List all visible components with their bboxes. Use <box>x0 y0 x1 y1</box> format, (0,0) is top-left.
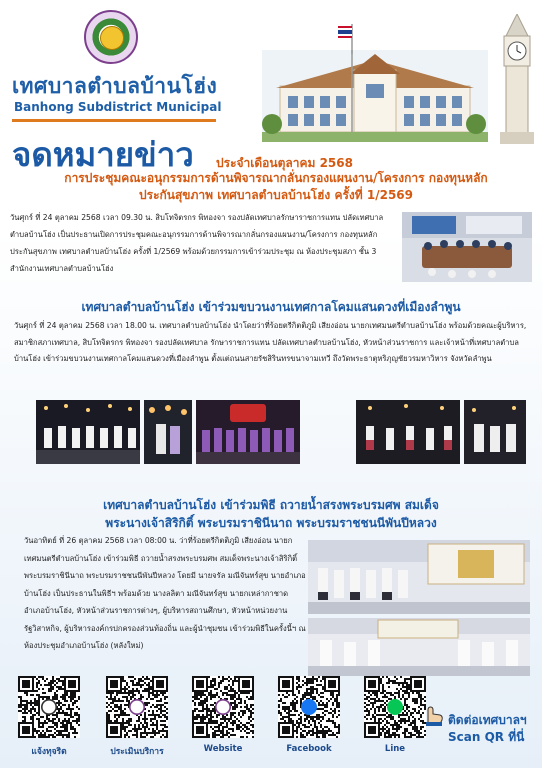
lock-icon <box>42 700 56 714</box>
logo-icon <box>216 700 230 714</box>
logo-seal <box>100 26 124 50</box>
news1-title <box>26 170 526 204</box>
org-name-english: Banhong Subdistrict Municipal <box>14 100 222 114</box>
municipal-building-illustration <box>262 50 488 142</box>
org-name-thai: เทศบาลตำบลบ้านโฮ่ง <box>12 74 218 98</box>
qr-label-1: แจ้งทุจริต <box>31 747 67 757</box>
news3-title <box>14 496 528 532</box>
logo-icon <box>130 700 144 714</box>
news2-photo-3 <box>196 400 300 464</box>
news1-title-line2: ประกันสุขภาพ เทศบาลตำบลบ้านโฮ่ง ครั้งที่ 1/2569 <box>139 188 413 202</box>
contact-line1: ติดต่อเทศบาลฯ <box>448 713 527 727</box>
qr-code-5[interactable] <box>364 676 426 738</box>
newsletter-title: จดหมายข่าว <box>12 135 194 174</box>
header-divider <box>12 119 216 122</box>
news2-photo-4 <box>356 400 460 464</box>
news3-ceremony-photo-2 <box>308 618 530 676</box>
news3-body: วันอาทิตย์ ที่ 26 ตุลาคม 2568 เวลา 08:00 น. ว่าที่ร้อยตรีกิตติภูมิ เสียงอ่อน นายกเทศมนตรีตำบลบ้านโฮ่ง เข้าร่วมพิธี ถวายน้ำสรงพระบรมศพ สมเด็จพระนางเจ้าสิริกิติ์ พระบรมราชินีนาถ พระบรมราชชนนีพันปีหลวง โดยมี นายจรัล มณีจันทร์สุข นายอำเภอบ้านโฮ่ง เป็นประธานในพิธีฯ พร้อมด้วย นางลลิตา มณีจันทร์สุข นายกเหล่ากาชาดอำเภอบ้านโฮ่ง, หัวหน้าส่วนราชการต่างๆ, ผู้บริหารสถานศึกษา, หัวหน้าหน่วยงานรัฐวิสาหกิจ, ผู้บริหารองค์กรปกครองส่วนท้องถิ่น และผู้นำชุมชน เข้าร่วมพิธีในครั้งนี้ฯ ณ ห้องประชุมอำเภอบ้านโฮ่ง (หลังใหม่) <box>24 536 306 650</box>
issue-month: ประจำเดือนตุลาคม 2568 <box>216 156 353 170</box>
news2-photo-1 <box>36 400 140 464</box>
qr-code-3[interactable] <box>192 676 254 738</box>
news2-title: เทศบาลตำบลบ้านโฮ่ง เข้าร่วมขบวนงานเทศกาลโคมแสนดวงที่เมืองลำพูน <box>81 300 461 314</box>
news1-body: วันศุกร์ ที่ 24 ตุลาคม 2568 เวลา 09.30 น. สิบโทจิตรกร พิทองจา รองปลัดเทศบาลรักษาราชการแทน ปลัดเทศบาลตำบลบ้านโฮ่ง เป็นประธานเปิดการประชุมคณะอนุกรรมการด้านพิจารณากลั่นกรองแผนงาน/โครงการ กองทุนหลักประกันสุขภาพ เทศบาลตำบลบ้านโฮ่ง ครั้งที่ 1/2569 พร้อมด้วยกรรมการเข้าร่วมประชุม ณ ห้องประชุมสภา ชั้น 3 สำนักงานเทศบาลตำบลบ้านโฮ่ง <box>10 213 384 273</box>
clock-tower-illustration <box>494 14 540 144</box>
facebook-icon <box>302 700 316 714</box>
qr-code-4[interactable] <box>278 676 340 738</box>
news2-photo-2 <box>144 400 192 464</box>
contact-callout <box>448 712 540 746</box>
qr-code-1[interactable] <box>18 676 80 738</box>
line-icon <box>388 700 402 714</box>
news3-title-line1: เทศบาลตำบลบ้านโฮ่ง เข้าร่วมพิธี ถวายน้ำสรงพระบรมศพ สมเด็จ <box>103 498 439 512</box>
news3-title-line2: พระนางเจ้าสิริกิติ์ พระบรมราชินีนาถ พระบรมราชชนนีพันปีหลวง <box>105 516 437 530</box>
contact-line2: Scan QR ที่นี่ <box>448 730 525 744</box>
news2-photo-5 <box>464 400 526 464</box>
hand-pointer-icon <box>418 698 446 726</box>
qr-label-2: ประเมินบริการ <box>110 747 164 757</box>
qr-label-5: Line <box>384 744 406 754</box>
news1-title-line1: การประชุมคณะอนุกรรมการด้านพิจารณากลั่นกรองแผนงาน/โครงการ กองทุนหลัก <box>64 171 488 185</box>
news1-meeting-photo <box>402 212 532 282</box>
news2-body: วันศุกร์ ที่ 24 ตุลาคม 2568 เวลา 18.00 น. เทศบาลตำบลบ้านโฮ่ง นำโดยว่าที่ร้อยตรีกิตติภูมิ เสียงอ่อน นายกเทศมนตรีตำบลบ้านโฮ่ง พร้อมด้วยคณะผู้บริหาร, สมาชิกสภาเทศบาล, สิบโทจิตรกร พิทองจา รองปลัดเทศบาล รักษาราชการแทน ปลัดเทศบาลตำบลบ้านโฮ่ง, หัวหน้าส่วนราชการ และเจ้าหน้าที่เทศบาลตำบลบ้านโฮ่ง เข้าร่วมขบวนงานเทศกาลโคมแสนดวงที่เมืองลำพูน ตั้งแต่ถนนสายรัชสิรินทรขนาจามเทวี ถึงวัดพระธาตุหริภุญชัยวรมหาวิหาร จังหวัดลำพูน <box>14 321 527 363</box>
news3-ceremony-photo-1 <box>308 540 530 614</box>
qr-label-4: Facebook <box>286 744 332 754</box>
municipal-logo-icon <box>84 10 138 64</box>
qr-code-2[interactable] <box>106 676 168 738</box>
qr-label-3: Website <box>203 744 243 754</box>
flag-icon <box>338 24 364 54</box>
